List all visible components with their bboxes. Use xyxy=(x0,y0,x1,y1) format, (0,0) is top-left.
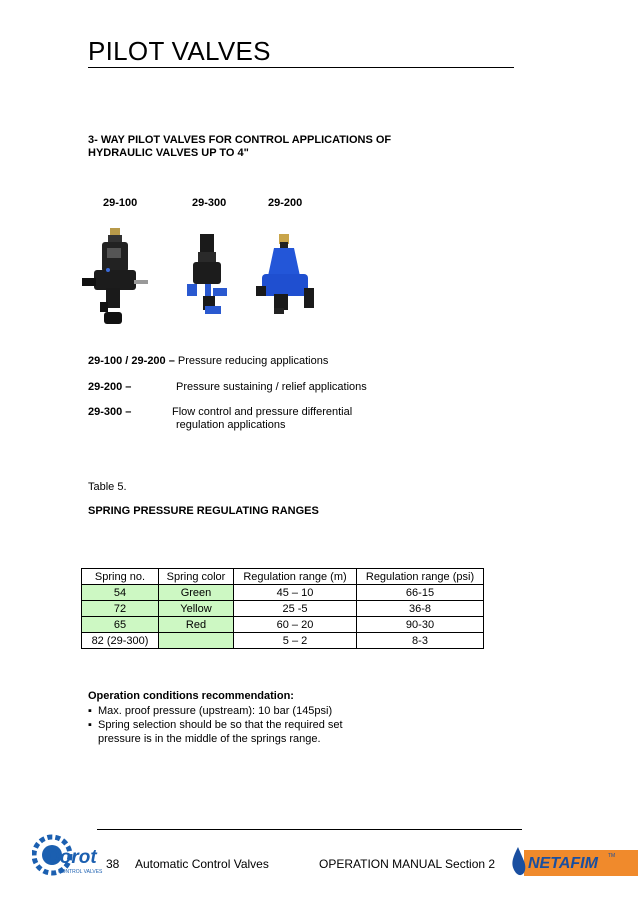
application-3-desc-line-2: regulation applications xyxy=(176,419,286,431)
model-label-29-300: 29-300 xyxy=(192,197,227,209)
table-row xyxy=(82,617,484,633)
cell-regulation-psi: 90-30 xyxy=(357,617,484,633)
page-number: 38 xyxy=(106,857,120,871)
model-label-29-200: 29-200 xyxy=(268,197,303,209)
application-3-desc-line-1: Flow control and pressure differential xyxy=(172,406,353,418)
cell-spring-color xyxy=(159,633,234,649)
cell-regulation-psi: 66-15 xyxy=(357,585,484,601)
model-label-29-100: 29-100 xyxy=(103,197,138,209)
list-item xyxy=(88,704,388,718)
conditions-list xyxy=(88,704,388,746)
pilot-valve-29-200-image xyxy=(256,222,316,322)
application-2-code-text: 29-200 – xyxy=(88,381,132,393)
application-1-desc: Pressure reducing applications xyxy=(177,355,329,367)
pilot-valve-29-100-image xyxy=(80,222,150,332)
page-title: PILOT VALVES xyxy=(88,36,271,66)
cell-spring-no: 54 xyxy=(82,585,159,601)
application-3-code xyxy=(88,406,131,418)
table-caption: Table 5. xyxy=(88,481,127,493)
cell-regulation-psi: 36-8 xyxy=(357,601,484,617)
cell-spring-no: 72 xyxy=(82,601,159,617)
header-regulation-psi: Regulation range (psi) xyxy=(357,569,484,585)
list-item-text: Spring selection should be so that the required set pressure is in the middle of the springs range. xyxy=(98,719,343,745)
application-2-code xyxy=(88,381,131,393)
table-row xyxy=(82,601,484,617)
manual-title: Automatic Control Valves xyxy=(135,857,269,871)
square-bullet-icon: ▪ xyxy=(88,719,92,731)
list-item-text: Max. proof pressure (upstream): 10 bar (145psi) xyxy=(98,705,333,717)
cell-spring-color: Green xyxy=(159,585,234,601)
section-heading-line-2: HYDRAULIC VALVES UP TO 4" xyxy=(88,147,249,159)
table-title: SPRING PRESSURE REGULATING RANGES xyxy=(88,505,319,517)
netafim-logo-text: NETAFIM xyxy=(528,855,598,872)
square-bullet-icon: ▪ xyxy=(88,705,92,717)
application-1 xyxy=(88,355,328,367)
application-3-code-text: 29-300 – xyxy=(88,406,132,418)
cell-spring-no: 65 xyxy=(82,617,159,633)
table-row xyxy=(82,585,484,601)
dorot-logo-text: Dorot xyxy=(46,847,97,868)
header-regulation-m: Regulation range (m) xyxy=(234,569,357,585)
header-spring-no: Spring no. xyxy=(82,569,159,585)
cell-regulation-m: 5 – 2 xyxy=(234,633,357,649)
conditions-title: Operation conditions recommendation: xyxy=(88,690,294,702)
pilot-valve-29-300-image xyxy=(185,222,230,322)
dorot-logo-subtext: CONTROL VALVES xyxy=(58,869,103,875)
cell-regulation-psi: 8-3 xyxy=(357,633,484,649)
section-label: OPERATION MANUAL Section 2 xyxy=(319,857,496,871)
dorot-logo xyxy=(32,833,104,879)
table-row xyxy=(82,633,484,649)
cell-regulation-m: 45 – 10 xyxy=(234,585,357,601)
netafim-logo xyxy=(510,845,638,879)
header-spring-color: Spring color xyxy=(159,569,234,585)
cell-spring-no: 82 (29-300) xyxy=(82,633,159,649)
cell-regulation-m: 60 – 20 xyxy=(234,617,357,633)
title-rule xyxy=(88,67,514,68)
section-heading xyxy=(88,134,428,160)
application-1-code: 29-100 / 29-200 – xyxy=(88,355,175,367)
cell-spring-color: Red xyxy=(159,617,234,633)
footer-rule xyxy=(97,829,522,830)
spring-table xyxy=(81,568,484,649)
cell-spring-color: Yellow xyxy=(159,601,234,617)
list-item xyxy=(88,718,388,746)
cell-regulation-m: 25 -5 xyxy=(234,601,357,617)
application-2-desc: Pressure sustaining / relief applications xyxy=(176,381,367,393)
section-heading-line-1: 3- WAY PILOT VALVES FOR CONTROL APPLICATIONS OF xyxy=(88,134,392,146)
netafim-logo-tm: TM xyxy=(608,853,616,859)
table-header-row xyxy=(82,569,484,585)
